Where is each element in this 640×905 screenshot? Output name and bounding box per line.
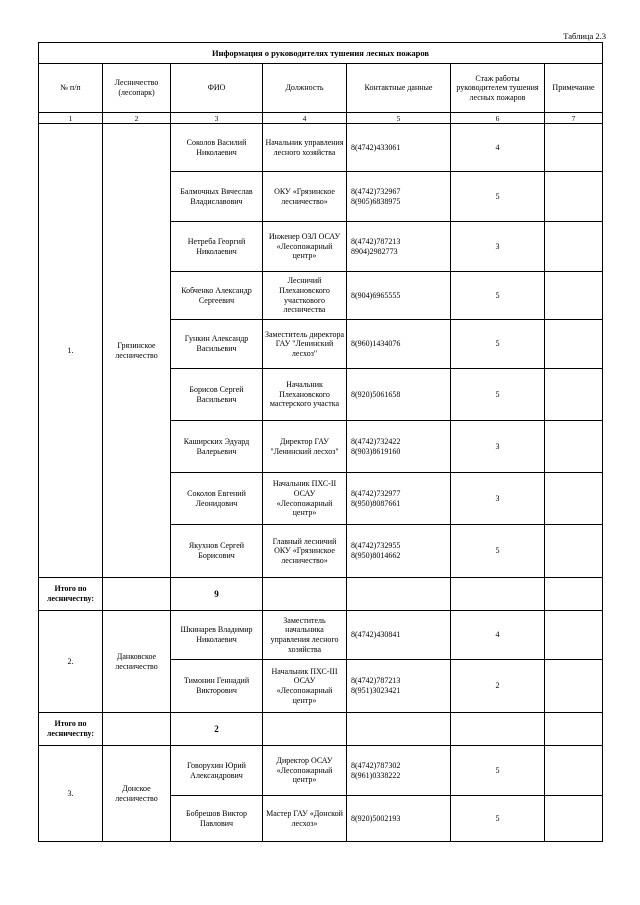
note-cell bbox=[545, 369, 603, 421]
table-row bbox=[39, 611, 603, 660]
total-empty-cell bbox=[263, 578, 347, 611]
contact-line: 8(903)8619160 bbox=[351, 446, 401, 456]
contacts-cell bbox=[347, 222, 451, 272]
contact-line: 8(920)5002193 bbox=[351, 813, 401, 823]
note-cell bbox=[545, 611, 603, 660]
total-empty-cell bbox=[263, 713, 347, 746]
note-cell bbox=[545, 473, 603, 525]
position-cell: Директор ГАУ "Ленинский лесхоз" bbox=[263, 421, 347, 473]
contact-line: 8(950)8087661 bbox=[351, 498, 401, 508]
table-row bbox=[39, 746, 603, 796]
position-cell: Инженер ОЗЛ ОСАУ «Лесопожарный центр» bbox=[263, 222, 347, 272]
table-caption: Таблица 2.3 bbox=[563, 31, 606, 41]
fio-cell: Бобрешов Виктор Павлович bbox=[171, 796, 263, 842]
note-cell bbox=[545, 124, 603, 172]
header-row bbox=[39, 64, 603, 113]
contacts-cell bbox=[347, 660, 451, 713]
contact-line: 8(4742)732955 bbox=[351, 541, 401, 550]
position-cell: Начальник ПХС-II ОСАУ «Лесопожарный центр» bbox=[263, 473, 347, 525]
experience-cell: 5 bbox=[451, 746, 545, 796]
total-row bbox=[39, 578, 603, 611]
contact-line: 8(960)1434076 bbox=[351, 339, 401, 348]
fio-cell: Кобченко Александр Сергеевич bbox=[171, 272, 263, 320]
note-cell bbox=[545, 746, 603, 796]
column-number: 4 bbox=[263, 113, 347, 124]
fio-cell: Гункин Александр Васильевич bbox=[171, 320, 263, 369]
experience-cell: 3 bbox=[451, 222, 545, 272]
fio-cell: Якухнов Сергей Борисович bbox=[171, 525, 263, 578]
note-cell bbox=[545, 421, 603, 473]
position-cell: Главный лесничий ОКУ «Грязинское лесничество» bbox=[263, 525, 347, 578]
forestry-cell: Данковское лесничество bbox=[103, 611, 171, 713]
contacts-cell bbox=[347, 525, 451, 578]
column-number: 2 bbox=[103, 113, 171, 124]
column-number: 1 bbox=[39, 113, 103, 124]
position-cell: Лесничий Плехановского участкового лесничества bbox=[263, 272, 347, 320]
contact-line: 8(4742)430841 bbox=[351, 630, 401, 639]
total-empty-cell bbox=[451, 578, 545, 611]
experience-cell: 5 bbox=[451, 369, 545, 421]
contact-line: 8(961)0338222 bbox=[351, 770, 401, 780]
header-cell-experience: Стаж работы руководителем тушения лесных пожаров bbox=[451, 64, 545, 113]
position-cell: ОКУ «Грязинское лесничество» bbox=[263, 172, 347, 222]
header-cell-position: Должность bbox=[263, 64, 347, 113]
note-cell bbox=[545, 272, 603, 320]
position-cell: Мастер ГАУ «Донской лесхоз» bbox=[263, 796, 347, 842]
experience-cell: 4 bbox=[451, 611, 545, 660]
contact-line: 8(950)8014662 bbox=[351, 551, 401, 560]
contacts-cell bbox=[347, 124, 451, 172]
note-cell bbox=[545, 796, 603, 842]
note-cell bbox=[545, 660, 603, 713]
experience-cell: 3 bbox=[451, 473, 545, 525]
fio-cell: Балмочных Вячеслав Владиславович bbox=[171, 172, 263, 222]
fio-cell: Нетреба Георгий Николаевич bbox=[171, 222, 263, 272]
column-number-row bbox=[39, 113, 603, 124]
fio-cell: Каширских Эдуард Валерьевич bbox=[171, 421, 263, 473]
table-title: Информация о руководителях тушения лесных пожаров bbox=[39, 43, 603, 64]
fio-cell: Шкинарев Владимир Николаевич bbox=[171, 611, 263, 660]
total-count: 2 bbox=[171, 713, 263, 746]
contact-line: 8(4742)732967 bbox=[351, 186, 401, 196]
contact-line: 8(4742)787213 bbox=[351, 236, 401, 246]
contacts-cell bbox=[347, 320, 451, 369]
note-cell bbox=[545, 172, 603, 222]
header-cell-forestry: Лесничество (лесопарк) bbox=[103, 64, 171, 113]
total-label: Итого по лесничеству: bbox=[39, 713, 103, 746]
table-row bbox=[39, 124, 603, 172]
position-cell: Директор ОСАУ «Лесопожарный центр» bbox=[263, 746, 347, 796]
contacts-cell bbox=[347, 746, 451, 796]
experience-cell: 5 bbox=[451, 525, 545, 578]
forestry-cell: Донское лесничество bbox=[103, 746, 171, 842]
header-cell-contacts: Контактные данные bbox=[347, 64, 451, 113]
contact-line: 8(4742)732977 bbox=[351, 488, 401, 498]
position-cell: Начальник управления лесного хозяйства bbox=[263, 124, 347, 172]
contact-line: 8(4742)433061 bbox=[351, 142, 401, 152]
experience-cell: 5 bbox=[451, 796, 545, 842]
header-cell-fio: ФИО bbox=[171, 64, 263, 113]
contacts-cell bbox=[347, 272, 451, 320]
total-empty-cell bbox=[103, 578, 171, 611]
experience-cell: 5 bbox=[451, 272, 545, 320]
title-row bbox=[39, 43, 603, 64]
experience-cell: 5 bbox=[451, 172, 545, 222]
contact-line: 8(4742)787213 bbox=[351, 676, 401, 685]
experience-cell: 5 bbox=[451, 320, 545, 369]
total-empty-cell bbox=[451, 713, 545, 746]
header-cell-num: № п/п bbox=[39, 64, 103, 113]
fio-cell: Тимонин Геннадий Викторович bbox=[171, 660, 263, 713]
contact-line: 8(4742)787302 bbox=[351, 760, 401, 770]
column-number: 3 bbox=[171, 113, 263, 124]
contacts-cell bbox=[347, 611, 451, 660]
contacts-cell bbox=[347, 796, 451, 842]
total-empty-cell bbox=[545, 713, 603, 746]
contacts-cell bbox=[347, 369, 451, 421]
position-cell: Заместитель начальника управления лесного хозяйства bbox=[263, 611, 347, 660]
contact-line: 8(951)3023421 bbox=[351, 686, 401, 695]
fio-cell: Соколов Евгений Леонидович bbox=[171, 473, 263, 525]
fio-cell: Борисов Сергей Васильевич bbox=[171, 369, 263, 421]
contacts-cell bbox=[347, 421, 451, 473]
contact-line: 8(904)6965555 bbox=[351, 290, 401, 300]
total-empty-cell bbox=[347, 578, 451, 611]
total-empty-cell bbox=[103, 713, 171, 746]
total-label: Итого по лесничеству: bbox=[39, 578, 103, 611]
fio-cell: Соколов Василий Николаевич bbox=[171, 124, 263, 172]
contact-line: 8(905)6838975 bbox=[351, 196, 401, 206]
experience-cell: 3 bbox=[451, 421, 545, 473]
contact-line: 8(920)5061658 bbox=[351, 389, 401, 399]
row-number-cell: 3. bbox=[39, 746, 103, 842]
experience-cell: 2 bbox=[451, 660, 545, 713]
note-cell bbox=[545, 222, 603, 272]
note-cell bbox=[545, 320, 603, 369]
experience-cell: 4 bbox=[451, 124, 545, 172]
column-number: 6 bbox=[451, 113, 545, 124]
contact-line: 8904)2982773 bbox=[351, 246, 398, 256]
header-cell-note: Примечание bbox=[545, 64, 603, 113]
column-number: 7 bbox=[545, 113, 603, 124]
note-cell bbox=[545, 525, 603, 578]
total-empty-cell bbox=[347, 713, 451, 746]
position-cell: Начальник Плехановского мастерского участка bbox=[263, 369, 347, 421]
contacts-cell bbox=[347, 473, 451, 525]
column-number: 5 bbox=[347, 113, 451, 124]
total-count: 9 bbox=[171, 578, 263, 611]
forest-fire-leaders-table bbox=[38, 42, 603, 842]
forestry-cell: Грязинское лесничество bbox=[103, 124, 171, 578]
fio-cell: Говорухин Юрий Александрович bbox=[171, 746, 263, 796]
row-number-cell: 2. bbox=[39, 611, 103, 713]
row-number-cell: 1. bbox=[39, 124, 103, 578]
total-row bbox=[39, 713, 603, 746]
position-cell: Заместитель директора ГАУ "Ленинский лесхоз" bbox=[263, 320, 347, 369]
contacts-cell bbox=[347, 172, 451, 222]
contact-line: 8(4742)732422 bbox=[351, 436, 401, 446]
total-empty-cell bbox=[545, 578, 603, 611]
position-cell: Начальник ПХС-III ОСАУ «Лесопожарный центр» bbox=[263, 660, 347, 713]
